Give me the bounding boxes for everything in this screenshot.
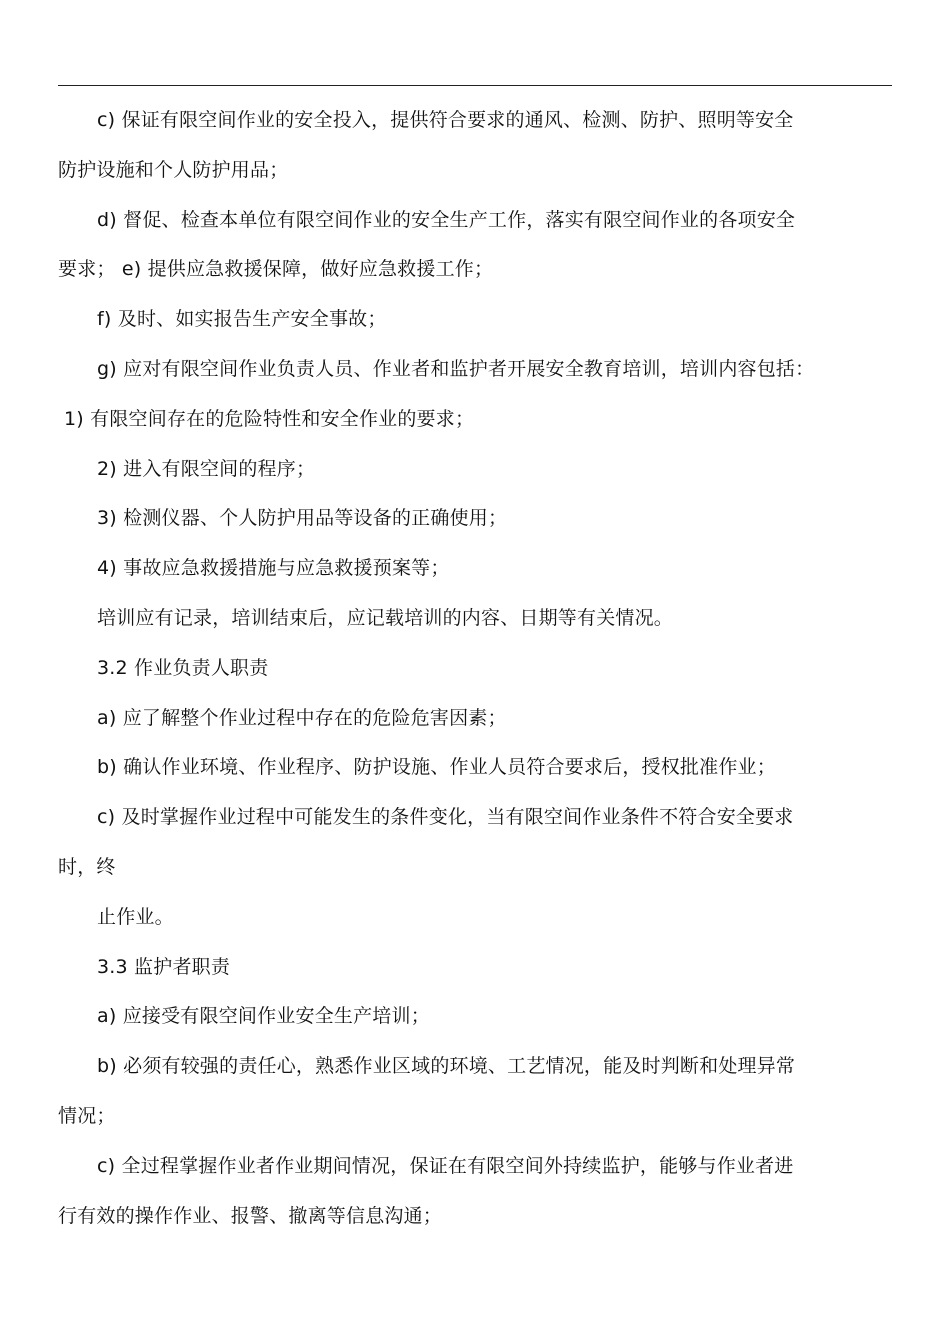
header-rule <box>58 85 892 86</box>
text-line: 4) 事故应急救援措施与应急救援预案等； <box>97 557 450 580</box>
text-line: 要求； e) 提供应急救援保障，做好应急救援工作； <box>58 258 494 281</box>
text-line: c) 全过程掌握作业者作业期间情况，保证在有限空间外持续监护，能够与作业者进 <box>97 1154 794 1177</box>
text-line: 3) 检测仪器、个人防护用品等设备的正确使用； <box>97 507 508 530</box>
text-line: c) 保证有限空间作业的安全投入，提供符合要求的通风、检测、防护、照明等安全 <box>97 109 794 131</box>
text-line: c) 及时掌握作业过程中可能发生的条件变化，当有限空间作业条件不符合安全要求 <box>97 806 794 829</box>
text-line: 1) 有限空间存在的危险特性和安全作业的要求； <box>64 407 475 430</box>
text-line: 止作业。 <box>97 905 174 928</box>
text-line: g) 应对有限空间作业负责人员、作业者和监护者开展安全教育培训，培训内容包括： <box>97 357 815 380</box>
section-heading: 3.2 作业负责人职责 <box>97 656 269 679</box>
text-line: a) 应了解整个作业过程中存在的危险危害因素； <box>97 706 507 729</box>
text-line: 时，终 <box>58 855 116 878</box>
text-line: d) 督促、检查本单位有限空间作业的安全生产工作，落实有限空间作业的各项安全 <box>97 208 796 231</box>
text-line: 培训应有记录，培训结束后，应记载培训的内容、日期等有关情况。 <box>97 606 674 629</box>
text-line: 防护设施和个人防护用品； <box>58 158 289 181</box>
text-line: 情况； <box>58 1104 116 1127</box>
text-line: a) 应接受有限空间作业安全生产培训； <box>97 1005 430 1028</box>
text-line: 行有效的操作作业、报警、撤离等信息沟通； <box>58 1204 443 1227</box>
section-heading: 3.3 监护者职责 <box>97 955 231 978</box>
text-line: f) 及时、如实报告生产安全事故； <box>97 308 387 331</box>
text-line: b) 确认作业环境、作业程序、防护设施、作业人员符合要求后，授权批准作业； <box>97 756 776 779</box>
text-line: b) 必须有较强的责任心，熟悉作业区域的环境、工艺情况，能及时判断和处理异常 <box>97 1055 796 1078</box>
text-line: 2) 进入有限空间的程序； <box>97 457 316 480</box>
document-body <box>58 100 894 1245</box>
